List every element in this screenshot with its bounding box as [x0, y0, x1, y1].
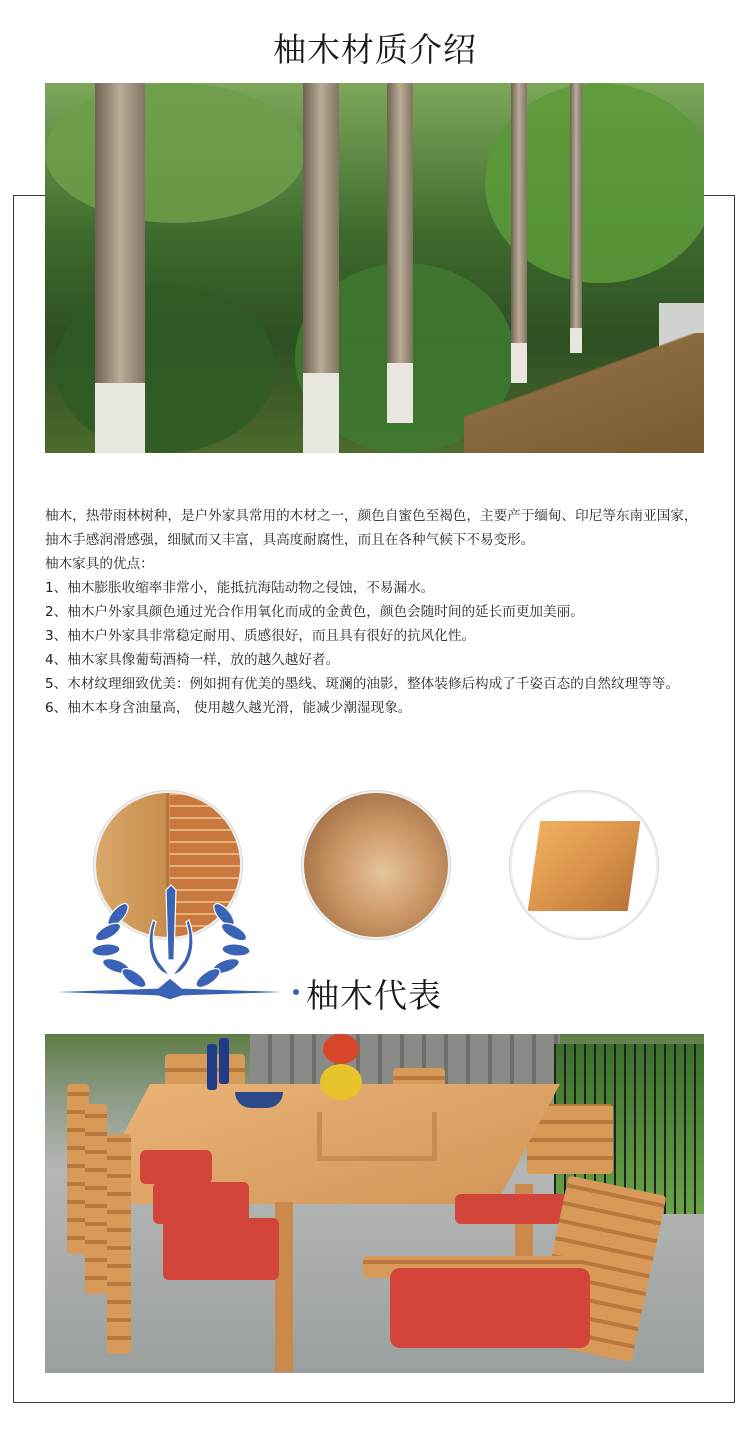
teak-plank — [528, 821, 641, 911]
tree-trunk — [570, 83, 582, 353]
chair-back — [165, 1054, 245, 1086]
flowers — [323, 1034, 359, 1064]
page-title: 柚木材质介绍 — [273, 30, 477, 69]
section-title: 柚木代表 — [306, 976, 442, 1015]
canopy — [45, 83, 305, 223]
teak-description — [45, 504, 710, 720]
blue-bottle — [207, 1044, 217, 1090]
serving-tray — [317, 1112, 437, 1161]
advantage-item: 4、柚木家具像葡萄酒椅一样，放的越久越好者。 — [45, 652, 340, 668]
dirt-path — [464, 333, 704, 453]
advantage-item: 3、柚木户外家具非常稳定耐用、质感很好，而且具有很好的抗风化性。 — [45, 628, 476, 644]
advantage-item: 1、柚木膨胀收缩率非常小，能抵抗海陆动物之侵蚀，不易漏水。 — [45, 580, 435, 596]
tree-trunk — [387, 83, 413, 423]
intro-paragraph: 柚木，热带雨林树种，是户外家具常用的木材之一，颜色自蜜色至褐色，主要产于缅甸、印尼等东南亚国家，抽木手感润滑感强，细腻而又丰富，具高度耐腐性，而且在各种气候下不易变形。 — [45, 508, 698, 548]
teak-dining-set-photo — [45, 1034, 704, 1373]
laurel-wreath-emblem — [38, 880, 303, 1000]
emblem-trident — [166, 885, 176, 960]
yellow-vase — [320, 1064, 362, 1100]
teak-rough-grain-image — [304, 793, 448, 937]
emblem-bar — [38, 978, 300, 1000]
advantage-item: 6、柚木本身含油量高， 使用越久越光滑，能减少潮湿现象。 — [45, 700, 412, 716]
armchair-cushion — [390, 1268, 590, 1348]
advantage-item: 2、柚木户外家具颜色通过光合作用氧化而成的金黄色，颜色会随时间的延长而更加美丽。 — [45, 604, 584, 620]
tree-trunk — [303, 83, 339, 453]
blue-bottle — [219, 1038, 229, 1084]
seat-cushion — [140, 1150, 212, 1184]
chair-back — [107, 1134, 131, 1354]
advantage-item: 5、木材纹理细致优美：例如拥有优美的墨线、斑澜的油影，整体装修后构成了千姿百态的自然纹理等等。 — [45, 676, 679, 692]
advantages-title: 柚木家具的优点： — [45, 556, 154, 572]
tree-trunk — [95, 83, 145, 453]
seat-cushion — [163, 1218, 279, 1280]
undergrowth — [55, 283, 275, 453]
teak-plank-sample-image — [512, 793, 656, 937]
chair-back — [85, 1104, 107, 1294]
teak-forest-photo — [45, 83, 704, 453]
